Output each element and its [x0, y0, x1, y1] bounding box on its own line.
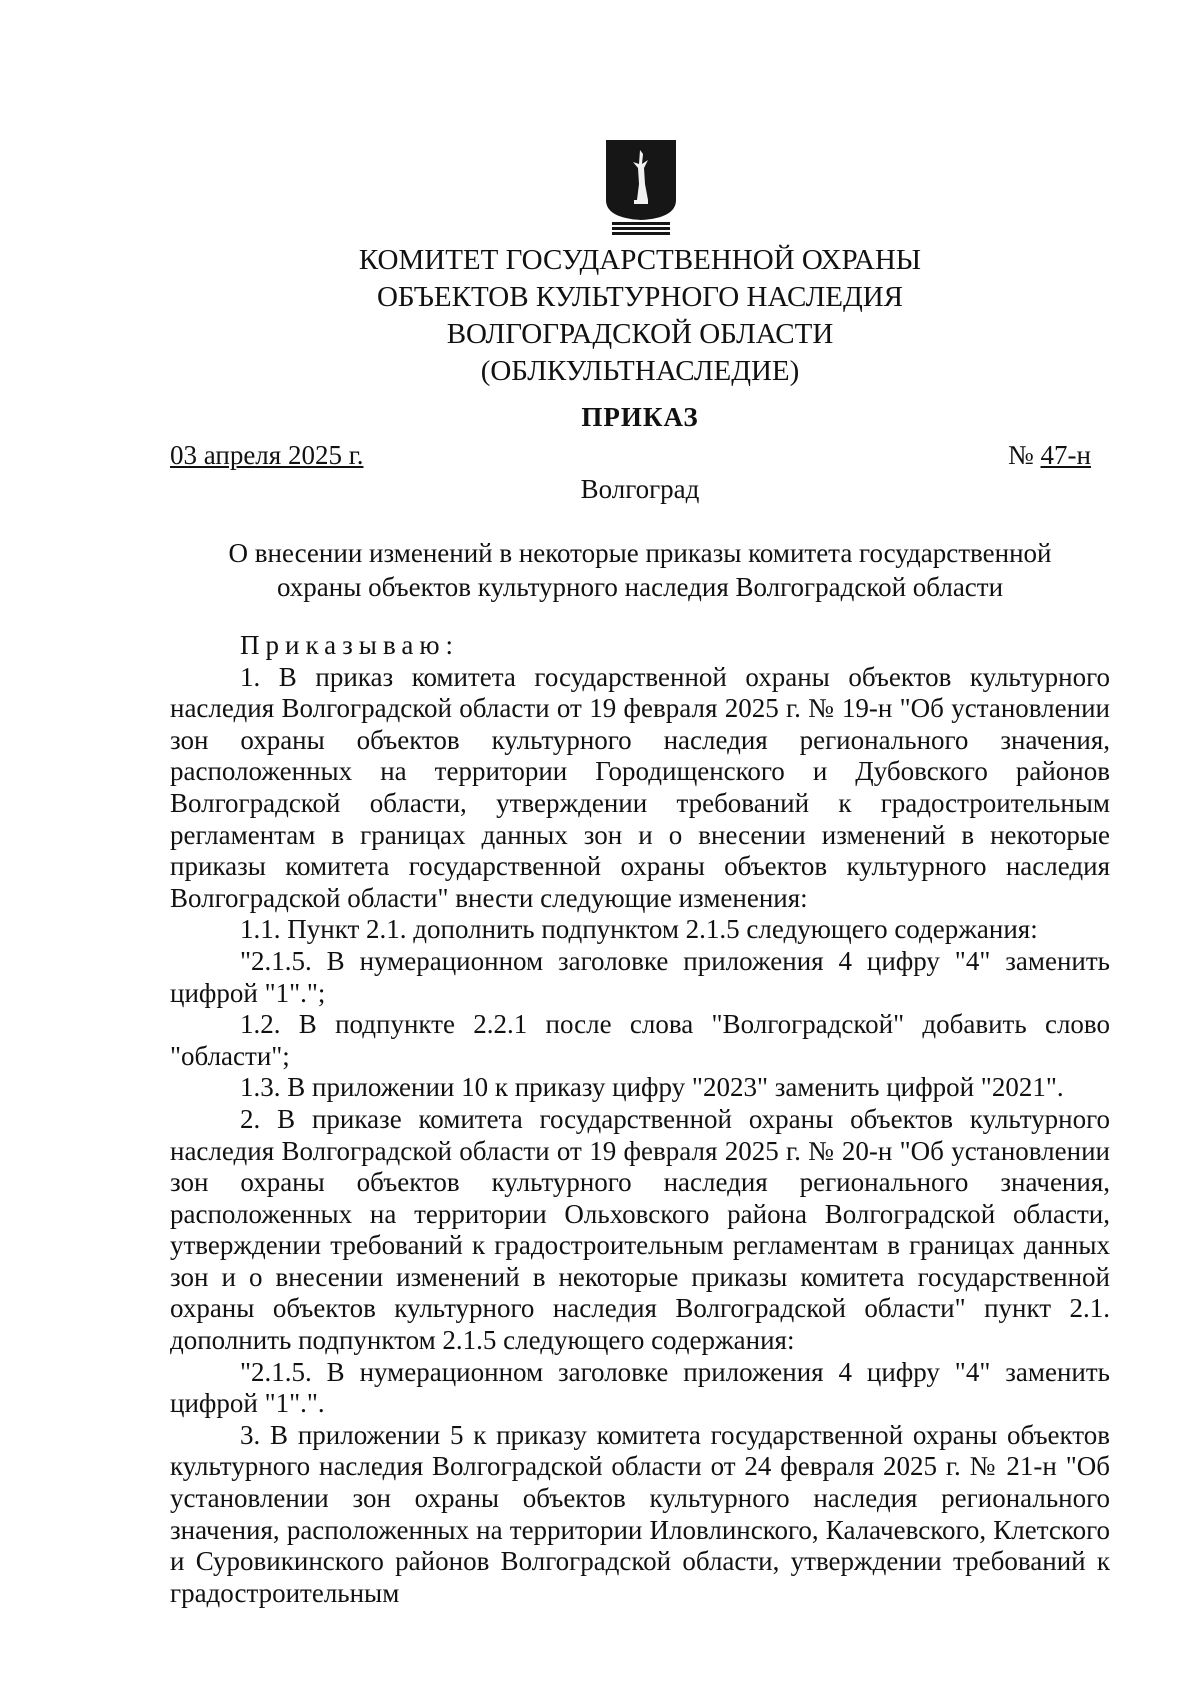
body-paragraph: 1.1. Пункт 2.1. дополнить подпунктом 2.1.5 следующего содержания:	[240, 914, 1038, 945]
organization-line: КОМИТЕТ ГОСУДАРСТВЕННОЙ ОХРАНЫ	[358, 244, 922, 276]
body-paragraph: 1.3. В приложении 10 к приказу цифру "2023" заменить цифрой "2021".	[240, 1072, 1064, 1103]
subject-line: О внесении изменений в некоторые приказы комитета государственной	[228, 538, 1052, 568]
document-number-prefix: №	[1008, 440, 1041, 470]
document-city: Волгоград	[580, 474, 700, 504]
document-number-value: 47-н	[1040, 440, 1091, 470]
body-paragraph: 2. В приказе комитета государственной охраны объектов культурного наследия Волгоградской области от 19 февраля 2025 г. № 20-н "Об установлении зон охраны объектов культурного наследия регионального значения, расположенных на территории Ольховского района Волгоградской области, утверждении требований к градостроительным регламентам в границах данных зон и о внесении изменений в некоторые приказы комитета государственной охраны объектов культурного наследия Волгоградской области" пункт 2.1. дополнить подпунктом 2.1.5 следующего содержания:	[170, 1103, 1110, 1356]
document-body	[170, 630, 1110, 1609]
coat-of-arms-icon	[604, 138, 678, 238]
body-paragraph: "2.1.5. В нумерационном заголовке приложения 4 цифру "4" заменить цифрой "1".";	[170, 945, 1110, 1008]
document-date: 03 апреля 2025 г.	[170, 440, 364, 470]
organization-line: ОБЪЕКТОВ КУЛЬТУРНОГО НАСЛЕДИЯ	[376, 281, 904, 313]
organization-name	[200, 242, 1080, 390]
organization-line: ВОЛГОГРАДСКОЙ ОБЛАСТИ	[446, 318, 834, 350]
organization-line: (ОБЛКУЛЬТНАСЛЕДИЕ)	[480, 355, 800, 387]
body-paragraph: 3. В приложении 5 к приказу комитета государственной охраны объектов культурного наследия Волгоградской области от 24 февраля 2025 г. № 21-н "Об установлении зон охраны объектов культурного наследия регионального значения, расположенных на территории Иловлинского, Калачевского, Клетского и Суровикинского районов Волгоградской области, утверждении требований к градостроительным	[170, 1419, 1110, 1608]
body-paragraph: "2.1.5. В нумерационном заголовке приложения 4 цифру "4" заменить цифрой "1".".	[170, 1356, 1110, 1419]
document-subject	[160, 536, 1120, 604]
body-paragraph: 1.2. В подпункте 2.2.1 после слова "Волгоградской" добавить слово "области";	[170, 1009, 1110, 1071]
document-number	[1008, 440, 1091, 471]
order-word: Приказываю:	[240, 630, 459, 660]
subject-line: охраны объектов культурного наследия Волгоградской области	[276, 572, 1004, 602]
document-type: ПРИКАЗ	[581, 402, 699, 432]
body-paragraph: 1. В приказ комитета государственной охраны объектов культурного наследия Волгоградской области от 19 февраля 2025 г. № 19-н "Об установлении зон охраны объектов культурного наследия регионального значения, расположенных на территории Городищенского и Дубовского районов Волгоградской области, утверждении требований к градостроительным регламентам в границах данных зон и о внесении изменений в некоторые приказы комитета государственной охраны объектов культурного наследия Волгоградской области" внести следующие изменения:	[170, 661, 1110, 913]
